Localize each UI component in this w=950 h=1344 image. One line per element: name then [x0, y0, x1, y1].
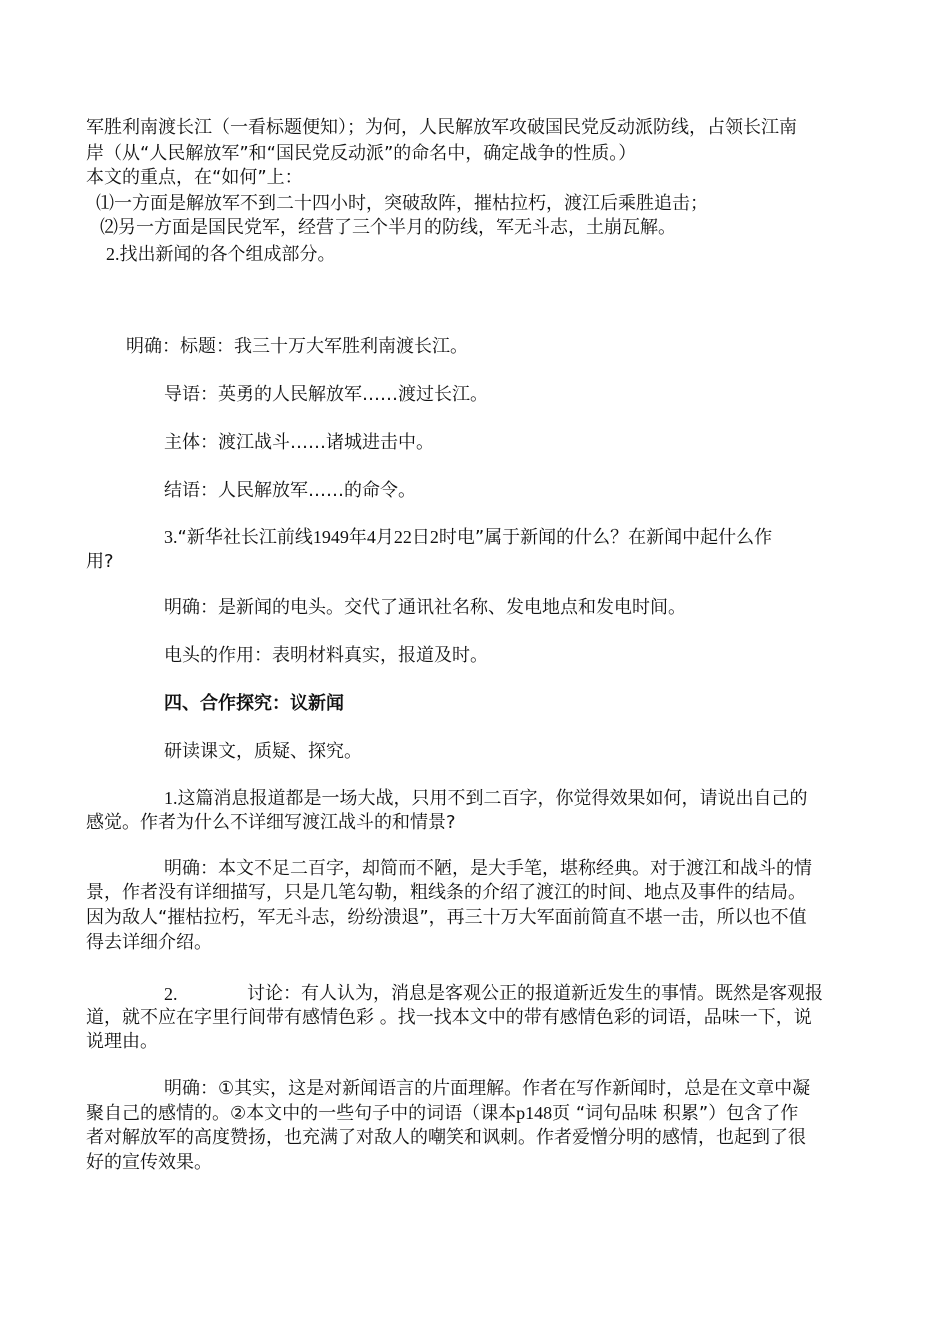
question-2-text: 找出新闻的各个组成部分。: [119, 244, 336, 265]
question-3: [164, 525, 772, 550]
discussion-2-answer-4: 好的宣传效果。: [86, 1152, 212, 1173]
question-3-year: 1949: [312, 527, 349, 547]
discussion-1-num: 1.: [164, 788, 178, 808]
discussion-1-answer-4: 得去详细介绍。: [86, 932, 212, 953]
intro-item-2: [100, 216, 676, 240]
question-3-text-d: 日: [411, 527, 430, 548]
structure-answer: 明确：标题：我三十万大军胜利南渡长江。: [126, 336, 468, 357]
question-3-answer: 明确：是新闻的电头。交代了通讯社名称、发电地点和发电时间。: [164, 597, 686, 618]
structure-lead: 导语：英勇的人民解放军……渡过长江。: [164, 384, 488, 405]
intro-item-1-text: 一方面是解放军不到二十四小时，突破敌阵，摧枯拉朽，渡江后乘胜追击；: [114, 193, 708, 214]
structure-ending: 结语：人民解放军……的命令。: [164, 480, 416, 501]
discussion-2-answer-2-a: 聚自己的感情的。②本文中的一些句子中的词语（课本: [86, 1103, 517, 1124]
discussion-1-answer-3: 因为敌人“摧枯拉朽，军无斗志，纷纷溃退”，再三十万大军面前简直不堪一击，所以也不值: [86, 907, 807, 928]
discussion-2-page-ref: p148: [516, 1103, 553, 1123]
question-3-text-b: 年: [348, 527, 367, 548]
intro-line-3: 本文的重点，在“如何”上：: [86, 167, 303, 188]
discussion-1-line-1: 这篇消息报道都是一场大战，只用不到二百字，你觉得效果如何，请说出自己的: [177, 788, 808, 809]
section-4-intro: 研读课文，质疑、探究。: [164, 741, 362, 762]
discussion-2-line-1: 讨论：有人认为，消息是客观公正的报道新近发生的事情。既然是客观报: [247, 983, 823, 1004]
question-2-num: 2.: [106, 244, 120, 264]
discussion-2-answer-2: [86, 1101, 798, 1126]
question-3-text-c: 月: [375, 527, 394, 548]
question-3-text-a: “新华社长江前线: [177, 527, 313, 548]
discussion-1-answer-2: 景，作者没有详细描写，只是几笔勾勒，粗线条的介绍了渡江的时间、地点及事件的结局。: [86, 882, 806, 903]
discussion-2-answer-1: 明确：①其实，这是对新闻语言的片面理解。作者在写作新闻时，总是在文章中凝: [164, 1078, 811, 1099]
question-3-day: 22: [393, 527, 412, 547]
discussion-1-answer-1: 明确：本文不足二百字，却简而不陋，是大手笔，堪称经典。对于渡江和战斗的情: [164, 858, 812, 879]
section-4-heading: 四、合作探究：议新闻: [164, 693, 344, 714]
intro-item-1-num: ⑴: [96, 193, 114, 214]
discussion-2-num: 2.: [164, 984, 178, 1004]
question-3-num: 3.: [164, 527, 178, 547]
discussion-2-line-3: 说理由。: [86, 1031, 158, 1052]
discussion-1: [164, 786, 808, 811]
question-3-text-e: 时电”属于新闻的什么？在新闻中起什么作: [438, 527, 773, 548]
intro-line-2: 岸（从“人民解放军”和“国民党反动派”的命名中，确定战争的性质。）: [86, 143, 637, 164]
question-3-line-2: 用?: [86, 551, 114, 572]
question-3-hour: 2: [429, 527, 439, 547]
structure-body: 主体：渡江战斗……诸城进击中。: [164, 432, 434, 453]
discussion-2-answer-3: 者对解放军的高度赞扬，也充满了对敌人的嘲笑和讽刺。作者爱憎分明的感情，也起到了很: [86, 1127, 806, 1148]
intro-line-1: 军胜利南渡长江（一看标题便知）；为何，人民解放军攻破国民党反动派防线，占领长江南: [86, 117, 797, 138]
question-3-effect: 电头的作用：表明材料真实，报道及时。: [164, 645, 488, 666]
question-3-month: 4: [366, 527, 376, 547]
discussion-2-line-2: 道，就不应在字里行间带有感情色彩 。找一找本文中的带有感情色彩的词语，品味一下，说: [86, 1007, 812, 1028]
discussion-1-line-2: 感觉。作者为什么不详细写渡江战斗的和情景?: [86, 812, 456, 833]
intro-item-1: [96, 192, 708, 216]
discussion-2-answer-2-b: 页 “词句品味 积累”）包含了作: [552, 1103, 799, 1124]
question-2: [106, 242, 336, 267]
intro-item-2-text: 另一方面是国民党军，经营了三个半月的防线，军无斗志，土崩瓦解。: [118, 217, 676, 238]
intro-item-2-num: ⑵: [100, 217, 118, 238]
